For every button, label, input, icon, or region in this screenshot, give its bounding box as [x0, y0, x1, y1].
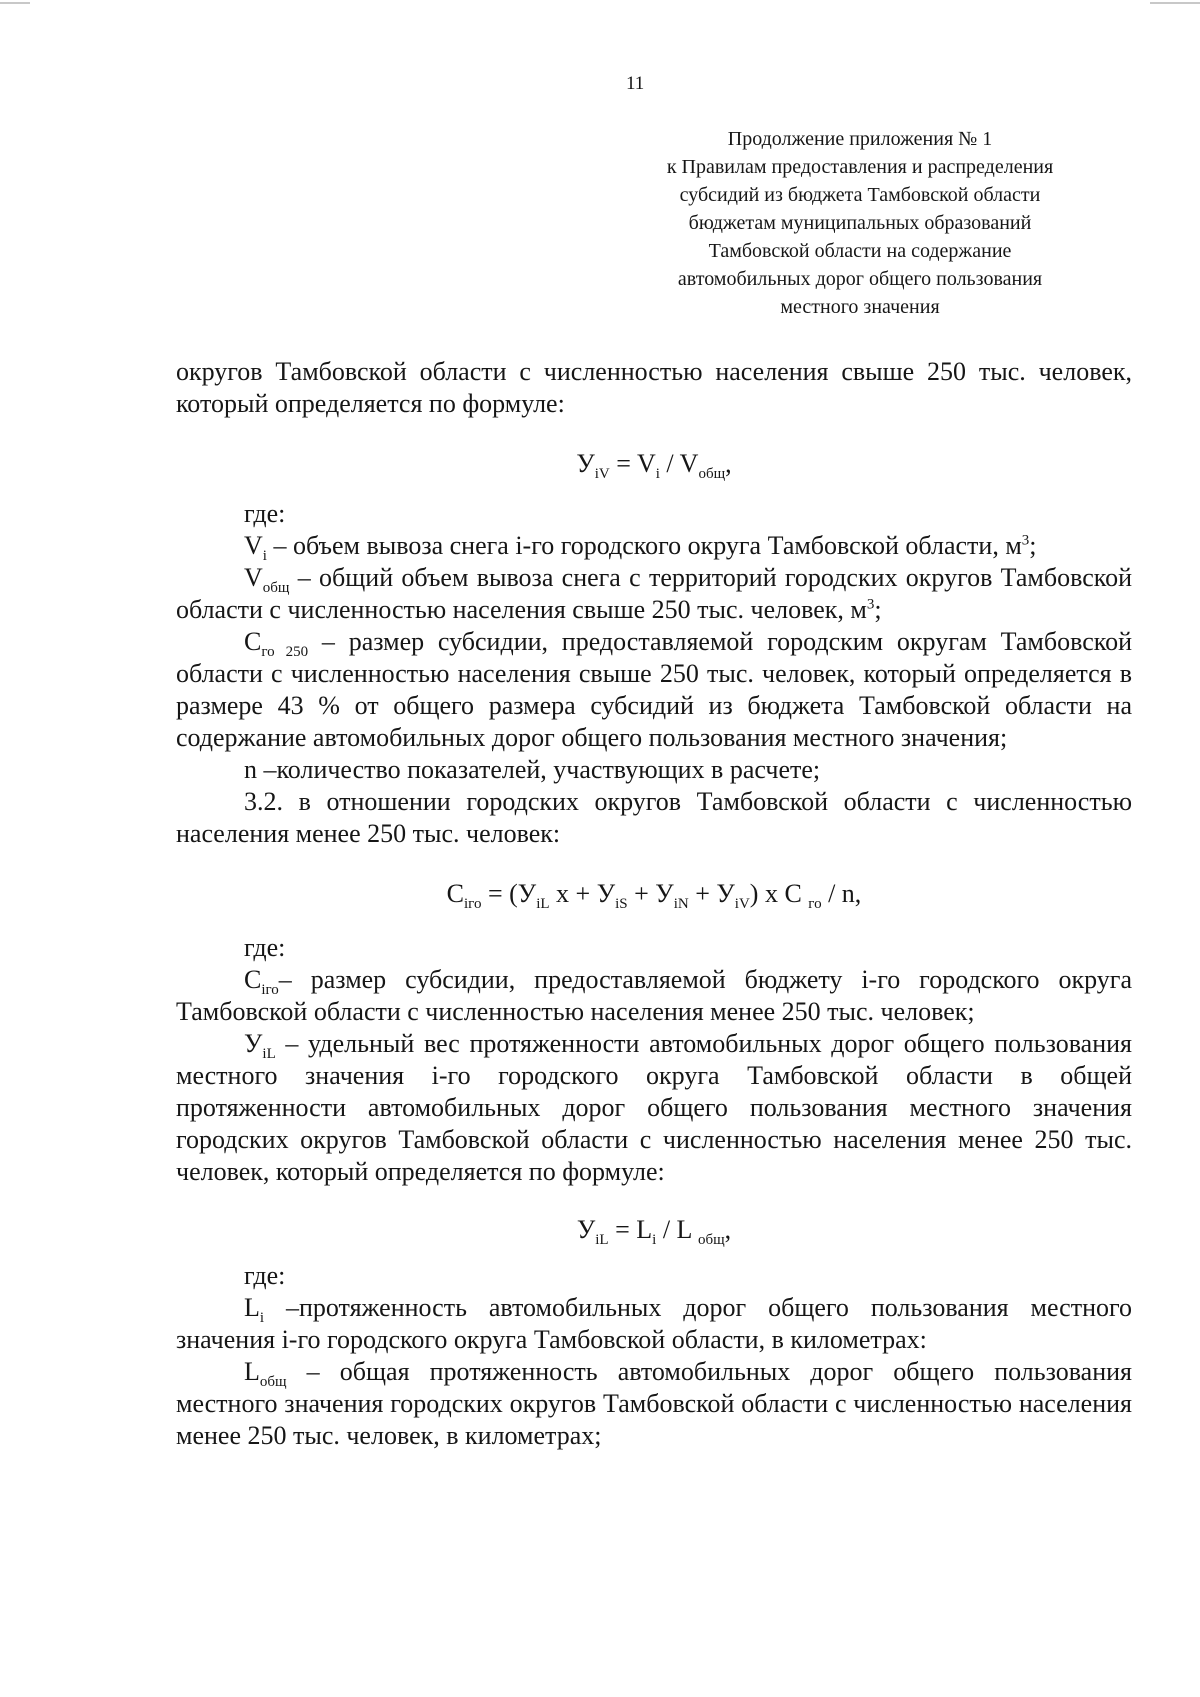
where-label: где: [244, 1261, 286, 1290]
scan-artifact [1150, 2, 1200, 4]
definition-lobsh: $L_{общ}$ – общая протяженность автомобильных дорог общего пользования местного значения городских округов Тамбовской области с численностью населения менее 250 тыс. человек, в километрах; [176, 1357, 1132, 1450]
header-line: бюджетам муниципальных образований [688, 212, 1032, 234]
definition-li: $L_i$ –протяженность автомобильных дорог общего пользования местного значения i-го городского округа Тамбовской области, в километрах: [176, 1293, 1132, 1354]
formula-uil: $У_{iL} = L_i / L$ $_{общ}$, [576, 1215, 732, 1249]
formula-cigo: $С_{iго} = (У_{iL}$ $х + У_{iS} + У_{iN} + У_{iV}$) х С $_{го}$ / n, [446, 879, 862, 913]
paragraph-continuation: округов Тамбовской области с численностью населения свыше 250 тыс. человек, который определяется по формуле: [176, 357, 1132, 418]
definition-n: n –количество показателей, участвующих в расчете; [244, 755, 821, 784]
header-line: местного значения [780, 296, 940, 318]
definition-cigo: $С_{iго}-$ размер субсидии, предоставляемой бюджету i-го городского округа Тамбовской области с численностью населения менее 250 тыс. человек; [176, 965, 1132, 1026]
where-label: где: [244, 499, 286, 528]
header-line: субсидий из бюджета Тамбовской области [679, 184, 1041, 206]
header-line: автомобильных дорог общего пользования [677, 268, 1043, 290]
appendix-header [610, 125, 1110, 321]
paragraph-3-2: 3.2. в отношении городских округов Тамбовской области с численностью населения менее 250 тыс. человек: [176, 787, 1132, 848]
scan-artifact [0, 2, 30, 4]
header-line: Тамбовской области на содержание [708, 240, 1012, 262]
document-body [176, 356, 1132, 1452]
definition-vobsh: $V_{общ}$ – общий объем вывоза снега с территорий городских округов Тамбовской области с численностью населения свыше 250 тыс. человек, $м^3$; [176, 563, 1132, 624]
formula-uiv: $У_{iV} = V_i / V_{общ}$, [576, 449, 732, 483]
header-line: Продолжение приложения № 1 [727, 128, 993, 150]
definition-uil: $У_{iL}$ – удельный вес протяженности автомобильных дорог общего пользования местного значения i-го городского округа Тамбовской области в общей протяженности автомобильных дорог общего пользования местного значения городских округов Тамбовской области с численностью населения менее 250 тыс. человек, который определяется по формуле: [176, 1029, 1132, 1186]
definition-c250: $С_{го 250}$ – размер субсидии, предоставляемой городским округам Тамбовской области с численностью населения свыше 250 тыс. человек, который определяется в размере 43 % от общего размера субсидий из бюджета Тамбовской области на содержание автомобильных дорог общего пользования местного значения; [176, 627, 1132, 752]
header-line: к Правилам предоставления и распределения [666, 156, 1054, 178]
where-label: где: [244, 933, 286, 962]
page-number: 11 [626, 73, 645, 94]
definition-vi: $V_i$ – объем вывоза снега i-го городского округа Тамбовской области, $м^3$; [244, 531, 1037, 565]
